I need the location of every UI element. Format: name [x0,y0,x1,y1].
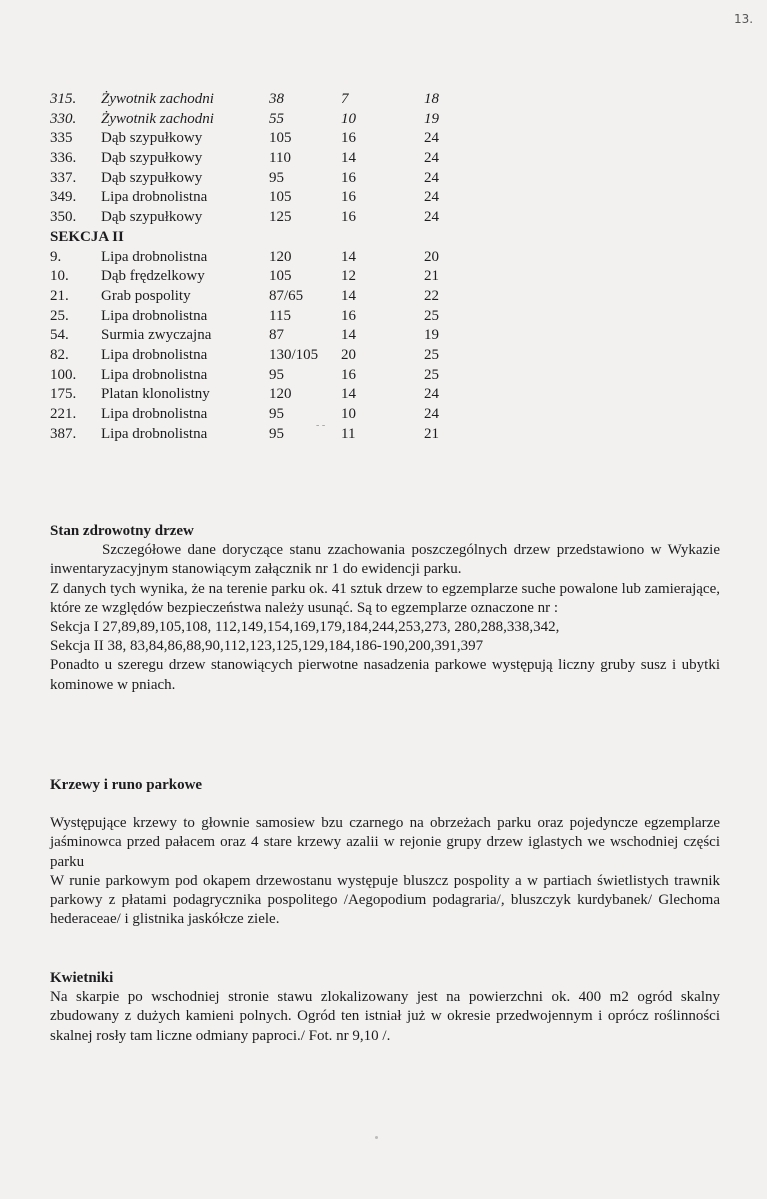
trunk-circumference: 95 [269,169,284,186]
health-section [50,522,720,695]
paragraph: Sekcja II 38, 83,84,86,88,90,112,123,125,129,184,186-190,200,391,397 [50,638,484,655]
crown-width: 24 [424,386,439,403]
trunk-circumference: 120 [269,248,292,265]
paragraph: Z danych tych wynika, że na terenie parku ok. 41 sztuk drzew to egzemplarze suche powalone lub zamierające, które ze względów bezpieczeństwa należy usunąć. Są to egzemplarze oznaczone nr : [50,580,720,616]
tree-height: 16 [341,169,356,186]
table-row [50,267,470,287]
crown-width: 19 [424,327,439,344]
tree-number: 100. [50,366,77,383]
table-row [50,208,470,228]
tree-number: 350. [50,209,77,226]
tree-height: 16 [341,366,356,383]
crown-width: 18 [424,91,439,107]
trunk-circumference: 38 [269,91,284,107]
table-row [50,385,470,405]
crown-width: 24 [424,169,439,186]
trunk-circumference: 115 [269,307,291,324]
tree-number: 330. [50,110,77,127]
table-row [50,346,470,366]
tree-species: Lipa drobnolistna [101,189,208,206]
section-heading: Kwietniki [50,970,114,986]
tree-number: 315. [50,91,77,107]
tree-species: Lipa drobnolistna [101,366,208,383]
trunk-circumference: 87/65 [269,287,304,304]
tree-species: Żywotnik zachodni [101,91,214,107]
tree-number: 175. [50,386,77,403]
table-row [50,248,470,268]
tree-height: 10 [341,406,356,422]
paragraph: Występujące krzewy to głownie samosiew bzu czarnego na obrzeżach parku oraz pojedyncze egzemplarze jaśminowca przed pałacem oraz 4 stare krzewy azalii w rejonie grupy drzew iglastych we wschodniej części parku [50,815,720,870]
crown-width: 24 [424,209,439,226]
tree-number: 337. [50,169,77,186]
tree-species: Lipa drobnolistna [101,406,208,422]
tree-number: 221. [50,406,77,422]
crown-width: 25 [424,366,439,383]
crown-width: 25 [424,346,439,363]
trunk-circumference: 120 [269,386,292,403]
table-row [50,149,470,169]
crown-width: 25 [424,307,439,324]
tree-species: Grab pospolity [101,287,191,304]
table-row [50,169,470,189]
tree-number: 21. [50,287,69,304]
trunk-circumference: 95 [269,406,284,422]
tree-species: Dąb frędzelkowy [101,268,205,285]
table-row [50,188,470,208]
trunk-circumference: 87 [269,327,284,344]
crown-width: 21 [424,425,439,442]
paragraph: Na skarpie po wschodniej stronie stawu zlokalizowany jest na powierzchni ok. 400 m2 ogród skalny zbudowany z dużych kamieni polnych. Ogród ten istniał już w okresie przedwojennym i oprócz roślinności skalnej rosły tam liczne odmiany paproci./ Fot. nr 9,10 /. [50,989,720,1044]
tree-height: 16 [341,209,356,226]
paragraph: Ponadto u szeregu drzew stanowiących pierwotne nasadzenia parkowe występują liczny gruby susz i ubytki kominowe w pniach. [50,657,720,693]
crown-width: 20 [424,248,439,265]
table-row [50,405,470,425]
tree-height: 14 [341,150,356,167]
trunk-circumference: 95 [269,366,284,383]
crown-width: 24 [424,189,439,206]
tree-number: 387. [50,425,77,442]
tree-number: 349. [50,189,77,206]
table-row [50,287,470,307]
crown-width: 24 [424,130,439,147]
flowerbeds-section [50,969,720,1046]
tree-number: 9. [50,248,62,265]
crown-width: 24 [424,406,439,422]
table-row [50,326,470,346]
paragraph: Sekcja I 27,89,89,105,108, 112,149,154,169,179,184,244,253,273, 280,288,338,342, [50,619,560,636]
tree-number: 10. [50,268,69,285]
tree-species: Dąb szypułkowy [101,150,203,167]
tree-height: 14 [341,386,356,403]
tree-species: Dąb szypułkowy [101,209,203,226]
tree-height: 12 [341,268,356,285]
tree-height: 14 [341,327,356,344]
trunk-circumference: 95 [269,425,284,442]
trunk-circumference: 105 [269,189,292,206]
tree-number: 25. [50,307,69,324]
tree-height: 14 [341,287,356,304]
page-number: 13. [734,12,754,26]
tree-species: Platan klonolistny [101,386,210,403]
crown-width: 21 [424,268,439,285]
tree-species: Lipa drobnolistna [101,425,208,442]
paragraph: Szczegółowe dane doryczące stanu zzachowania poszczególnych drzew przedstawiono w Wykazie inwentaryzacyjnym stanowiącym załącznik nr 1 do ewidencji parku. [50,542,720,578]
tree-species: Lipa drobnolistna [101,248,208,265]
tree-species: Lipa drobnolistna [101,307,208,324]
table-row [50,110,470,130]
tree-height: 16 [341,189,356,206]
tree-species: Surmia zwyczajna [101,327,212,344]
tree-number: 82. [50,346,69,363]
crown-width: 24 [424,150,439,167]
trunk-circumference: 105 [269,130,292,147]
tree-number: 54. [50,327,69,344]
table-row [50,129,470,149]
speck [375,1136,378,1139]
tree-number: 336. [50,150,77,167]
table-row [50,366,470,386]
paragraph: W runie parkowym pod okapem drzewostanu występuje bluszcz pospolity a w partiach świetlistych trawnik parkowy z płatami podagrycznika pospolitego /Aegopodium podagraria/, bluszczyk kurdybanek/ Glechoma hederaceae/ i glistnika jaskółcze ziele. [50,872,720,928]
section-heading: Stan zdrowotny drzew [50,523,194,539]
tree-number: 335 [50,130,73,147]
tree-height: 16 [341,130,356,147]
section-heading: SEKCJA II [50,228,124,245]
trunk-circumference: 110 [269,150,291,167]
tree-height: 14 [341,248,356,265]
trunk-circumference: 125 [269,209,292,226]
trunk-circumference: 55 [269,110,284,127]
crown-width: 19 [424,110,439,127]
section-heading: Krzewy i runo parkowe [50,777,203,793]
table-row [50,425,470,445]
stray-mark: - - [316,420,326,431]
tree-height: 16 [341,307,356,324]
shrubs-section [50,776,720,929]
tree-species: Dąb szypułkowy [101,169,203,186]
trunk-circumference: 105 [269,268,292,285]
tree-species: Lipa drobnolistna [101,346,208,363]
tree-height: 10 [341,110,356,127]
tree-table [50,90,470,444]
tree-height: 20 [341,346,356,363]
tree-species: Żywotnik zachodni [101,110,214,127]
table-row [50,307,470,327]
crown-width: 22 [424,287,439,304]
trunk-circumference: 130/105 [269,346,319,363]
tree-height: 11 [341,425,356,442]
tree-height: 7 [341,91,349,107]
table-row [50,90,470,110]
tree-species: Dąb szypułkowy [101,130,203,147]
